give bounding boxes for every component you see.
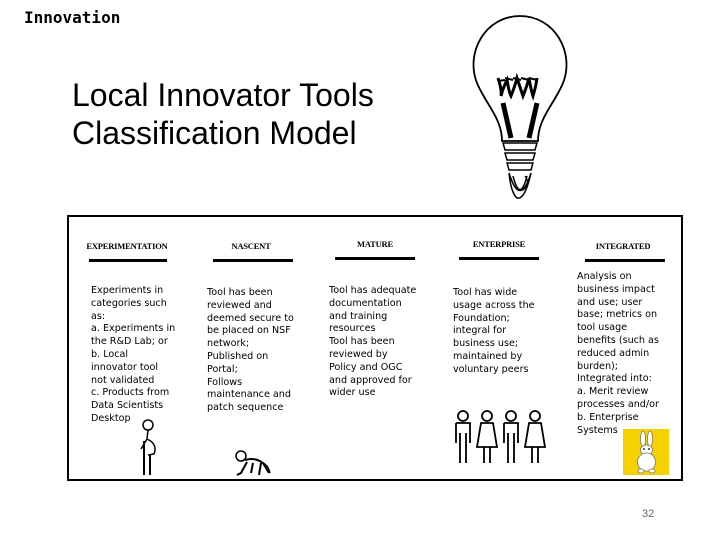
column-divider-bar <box>585 259 665 262</box>
column-body: Analysis on business impact and use; user base; metrics on tool usage benefits (such as reduced admin burden); Integrated into: a. Merit review processes and/or b. Enterprise Systems <box>577 271 659 436</box>
column-body: Tool has been reviewed and deemed secure to be placed on NSF network; Published on Portal; Follows maintenance and patch sequence <box>207 287 294 414</box>
crawling-baby-icon <box>233 449 273 479</box>
corner-label: Innovation <box>24 8 121 27</box>
column-divider-bar <box>89 259 167 262</box>
column-heading: EXPERIMENTATION <box>86 241 168 251</box>
column-body: Tool has adequate documentation and training resources Tool has been reviewed by Policy and OGC and approved for wider use <box>329 285 417 399</box>
column-body: Tool has wide usage across the Foundation; integral for business use; maintained by voluntary peers <box>453 287 535 375</box>
column-body: Experiments in categories such as: a. Experiments in the R&D Lab; or b. Local innovator tool not validated c. Products from Data Scientists Desktop <box>91 285 176 424</box>
column-divider-bar <box>213 259 293 262</box>
column-mature <box>321 217 429 479</box>
column-divider-bar <box>459 257 539 260</box>
classification-panel <box>67 215 683 481</box>
column-divider-bar <box>335 257 415 260</box>
title-line-1: Local Innovator Tools <box>72 77 374 113</box>
column-enterprise <box>445 217 553 479</box>
column-heading: MATURE <box>357 239 393 249</box>
pregnant-woman-icon <box>135 419 165 477</box>
lightbulb-icon <box>465 8 575 208</box>
slide-title <box>72 76 472 152</box>
title-line-2: Classification Model <box>72 115 357 151</box>
group-of-people-icon <box>453 409 553 465</box>
column-heading: INTEGRATED <box>595 241 651 251</box>
column-nascent <box>197 217 305 479</box>
column-heading: NASCENT <box>231 241 271 251</box>
page-number: 32 <box>642 508 655 520</box>
column-heading: ENTERPRISE <box>472 239 526 249</box>
rabbit-icon <box>623 429 669 475</box>
column-integrated <box>569 217 677 479</box>
column-experimentation <box>73 217 181 479</box>
